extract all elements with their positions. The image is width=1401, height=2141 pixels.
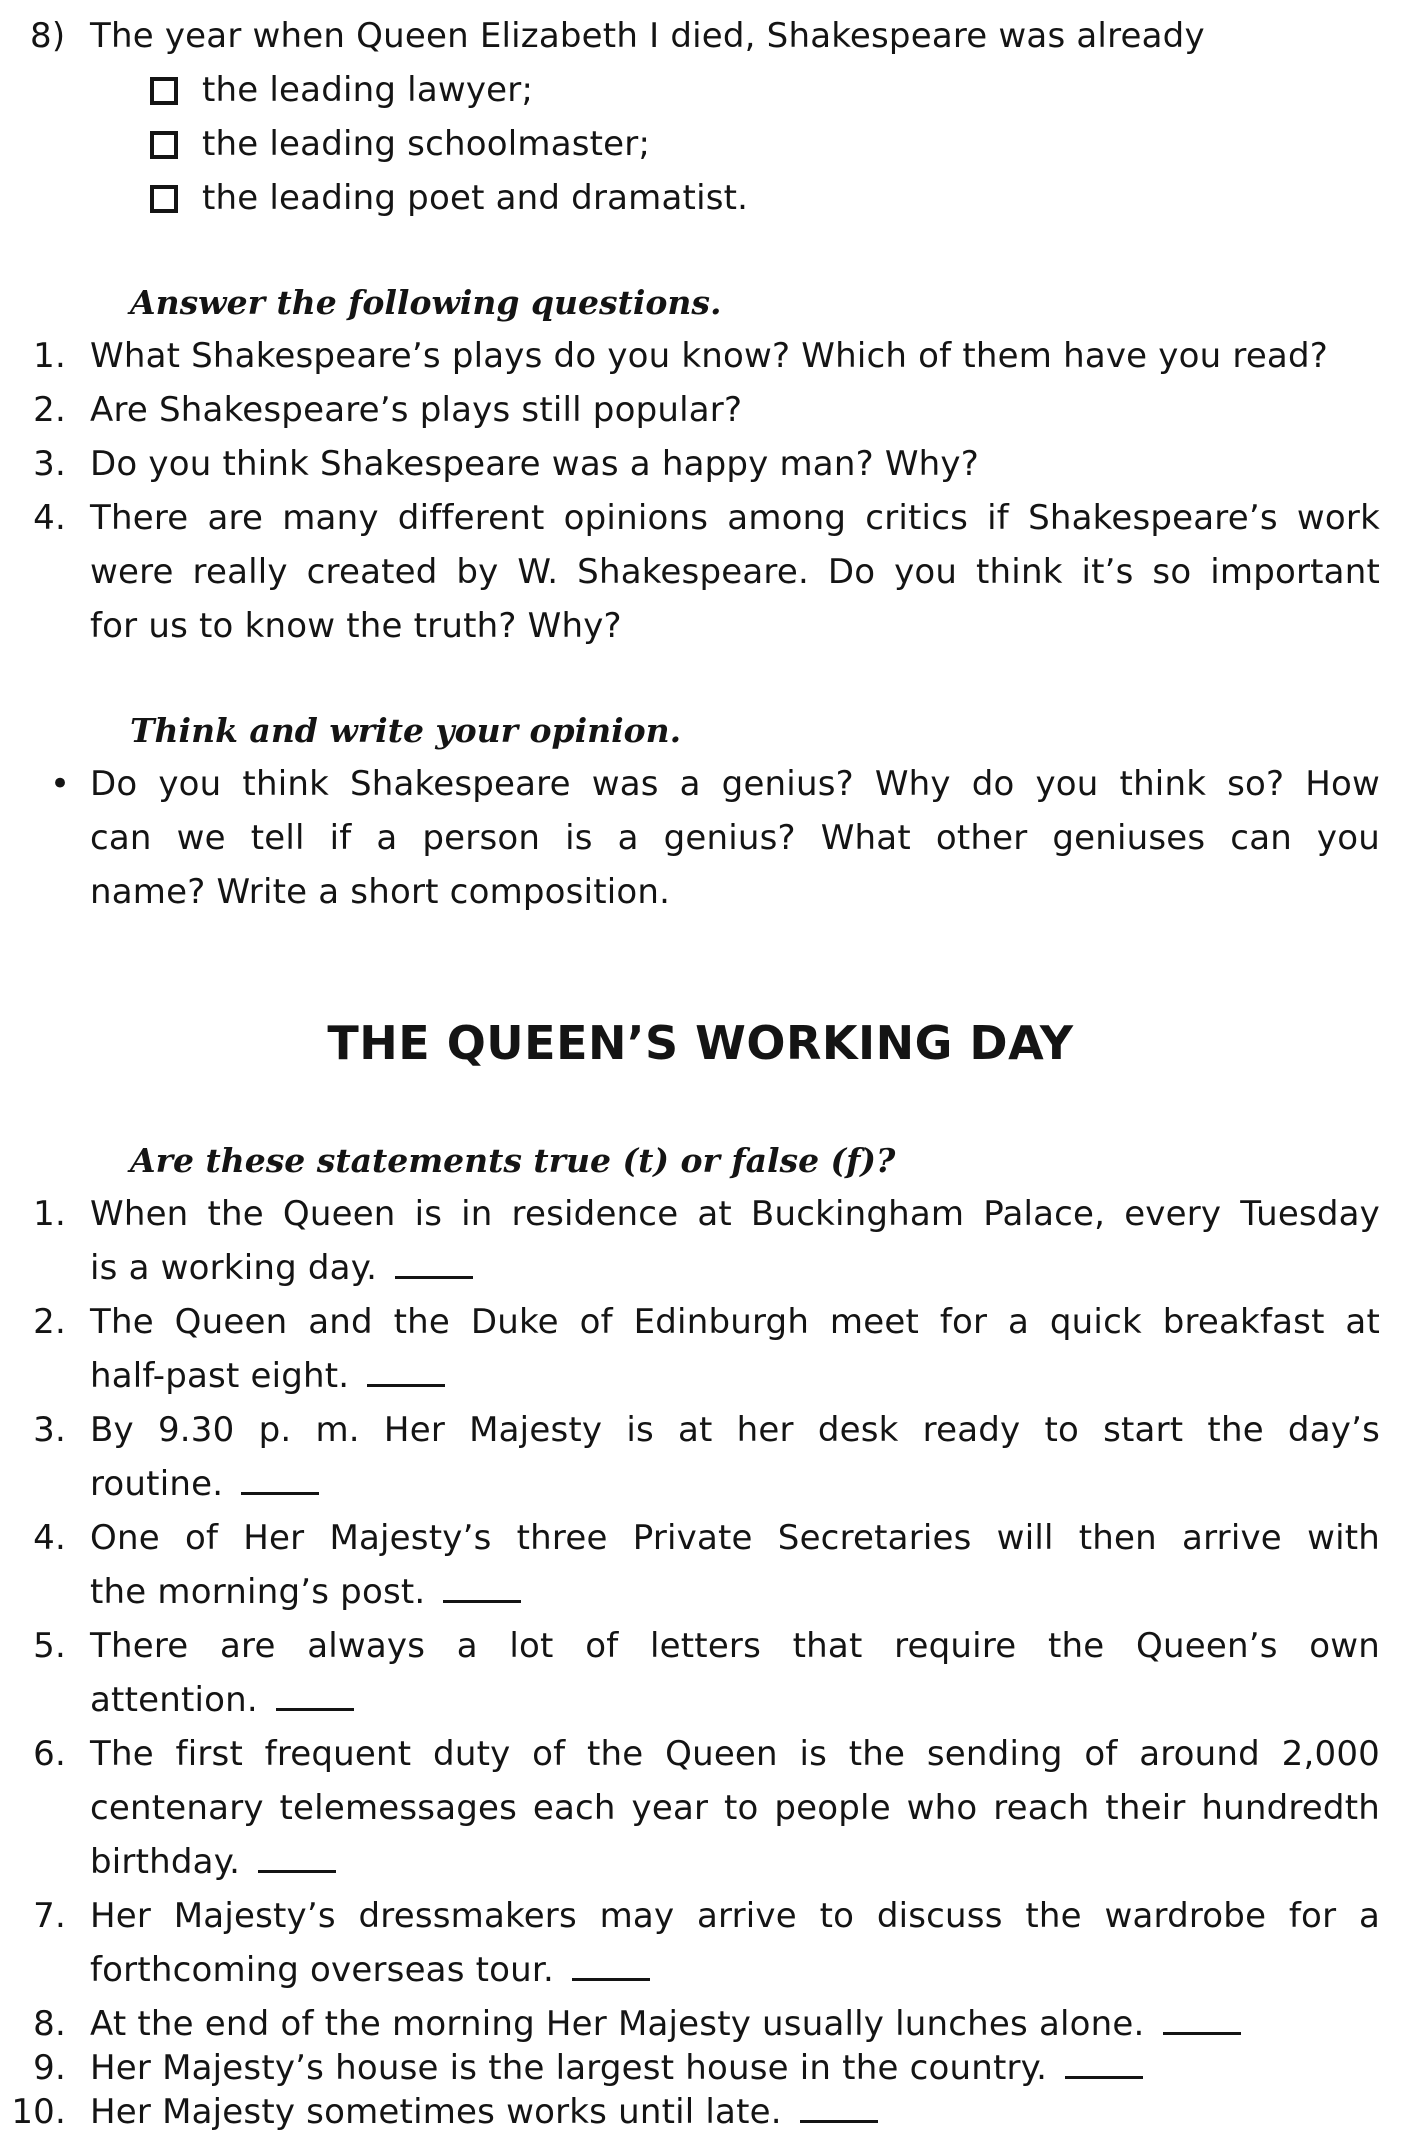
question-8 [0,10,1401,64]
item-text: Do you think Shakespeare was a happy man? Why? [90,444,979,484]
bullet-item [0,758,1401,812]
option-row [0,64,1401,118]
list-item [0,492,1401,546]
checkbox[interactable] [150,131,178,159]
item-text-wrap [90,1566,521,1620]
statement-continuation [0,1782,1401,1836]
item-number: 7. [33,1896,66,1936]
item-text: By 9.30 p. m. Her Majesty is at her desk ready to start the day’s [90,1410,1380,1450]
item-number: 5. [33,1626,66,1666]
bullet-continuation [0,866,1401,920]
item-text: attention. [90,1680,258,1720]
option-2 [150,118,650,172]
list-item [0,384,1401,438]
answer-blank[interactable] [800,2090,878,2123]
statement-continuation [0,1242,1401,1296]
item-text: When the Queen is in residence at Buckingham Palace, every Tuesday [90,1194,1380,1234]
item-text-wrap [90,1350,445,1404]
bullet-continuation [0,812,1401,866]
item-text: birthday. [90,1842,241,1882]
option-label: the leading lawyer; [202,70,534,110]
item-text: were really created by W. Shakespeare. Do you think it’s so important [90,552,1380,592]
statement-item [0,1890,1401,1944]
answer-blank[interactable] [395,1246,473,1279]
item-text: Her Majesty’s house is the largest house in the country. [90,2048,1048,2088]
answer-blank[interactable] [572,1948,650,1981]
statement-item [0,1188,1401,1242]
option-label: the leading poet and dramatist. [202,178,749,218]
item-number: 6. [33,1734,66,1774]
item-number: 4. [33,1518,66,1558]
item-number: 2. [33,1302,66,1342]
statement-continuation [0,1944,1401,1998]
statement-continuation [0,1836,1401,1890]
question-8-text: The year when Queen Elizabeth I died, Shakespeare was already [90,16,1205,56]
list-item [0,330,1401,384]
answer-heading: Answer the following questions. [130,283,722,322]
answer-blank[interactable] [367,1354,445,1387]
item-number: 2. [33,390,66,430]
item-text-wrap [90,1458,319,1512]
article-title: THE QUEEN’S WORKING DAY [327,1016,1074,1070]
item-text: Her Majesty’s dressmakers may arrive to discuss the wardrobe for a [90,1896,1380,1936]
item-text-wrap [90,1242,473,1296]
item-text-wrap [90,1674,354,1728]
option-row [0,118,1401,172]
option-1 [150,64,533,118]
checkbox[interactable] [150,77,178,105]
item-text: centenary telemessages each year to people who reach their hundredth [90,1788,1380,1828]
statement-item [0,1404,1401,1458]
item-text: The first frequent duty of the Queen is the sending of around 2,000 [90,1734,1380,1774]
tf-heading: Are these statements true (t) or false (f)? [130,1141,896,1180]
item-text: is a working day. [90,1248,378,1288]
item-text: Her Majesty sometimes works until late. [90,2092,782,2132]
option-3 [150,172,748,226]
item-number: 10. [11,2092,66,2132]
item-number: 1. [33,336,66,376]
statement-item [0,2086,1401,2140]
option-label: the leading schoolmaster; [202,124,651,164]
answer-blank[interactable] [276,1678,354,1711]
item-number: 3. [33,1410,66,1450]
item-text: There are always a lot of letters that require the Queen’s own [90,1626,1380,1666]
statement-continuation [0,1566,1401,1620]
statement-continuation [0,1350,1401,1404]
item-number: 3. [33,444,66,484]
item-text: There are many different opinions among critics if Shakespeare’s work [90,498,1380,538]
bullet-text: can we tell if a person is a genius? What other geniuses can you [90,818,1380,858]
bullet-text: name? Write a short composition. [90,872,671,912]
item-number: 9. [33,2048,66,2088]
statement-continuation [0,1674,1401,1728]
item-number: 1. [33,1194,66,1234]
item-text-wrap [90,2086,878,2140]
list-item-continuation [0,546,1401,600]
item-text: Are Shakespeare’s plays still popular? [90,390,743,430]
statement-item [0,1296,1401,1350]
checkbox[interactable] [150,185,178,213]
statement-item [0,1512,1401,1566]
think-heading: Think and write your opinion. [130,711,682,750]
question-8-number: 8) [30,16,66,56]
item-number: 4. [33,498,66,538]
statement-continuation [0,1458,1401,1512]
answer-blank[interactable] [241,1462,319,1495]
answer-blank[interactable] [1065,2046,1143,2079]
item-text: What Shakespeare’s plays do you know? Which of them have you read? [90,336,1328,376]
item-text: for us to know the truth? Why? [90,606,622,646]
list-item-continuation [0,600,1401,654]
item-number: 8. [33,2004,66,2044]
statement-item [0,1620,1401,1674]
answer-blank[interactable] [443,1570,521,1603]
answer-blank[interactable] [1163,2002,1241,2035]
item-text: the morning’s post. [90,1572,426,1612]
item-text: forthcoming overseas tour. [90,1950,554,1990]
statement-item [0,1728,1401,1782]
item-text: At the end of the morning Her Majesty usually lunches alone. [90,2004,1145,2044]
bullet-icon: • [50,764,71,804]
item-text-wrap [90,1944,650,1998]
item-text: One of Her Majesty’s three Private Secretaries will then arrive with [90,1518,1380,1558]
item-text-wrap [90,1836,336,1890]
bullet-text: Do you think Shakespeare was a genius? Why do you think so? How [90,764,1380,804]
list-item [0,438,1401,492]
item-text: routine. [90,1464,224,1504]
option-row [0,172,1401,226]
item-text: half-past eight. [90,1356,350,1396]
answer-blank[interactable] [258,1840,336,1873]
item-text: The Queen and the Duke of Edinburgh meet for a quick breakfast at [90,1302,1380,1342]
